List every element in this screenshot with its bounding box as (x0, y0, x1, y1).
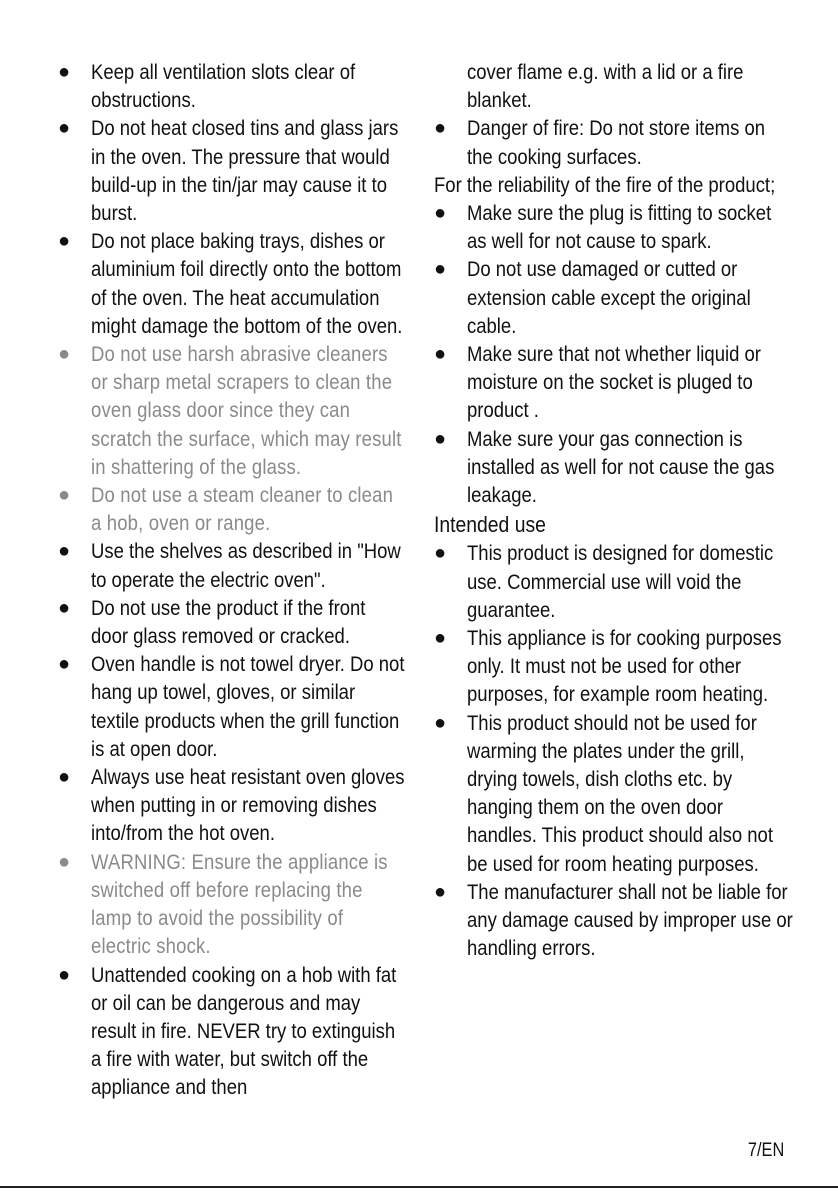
bullet-icon: ● (434, 343, 447, 366)
bullet-item (58, 650, 406, 763)
bullet-item-faded (58, 340, 406, 481)
bullet-item (58, 58, 406, 114)
bullet-icon: ● (434, 427, 447, 450)
bullet-item (434, 878, 794, 963)
bullet-icon: ● (58, 766, 71, 789)
bullet-icon: ● (58, 343, 71, 366)
bullet-item (434, 709, 794, 878)
bullet-text: Always use heat resistant oven gloves when putting in or removing dishes into/from the hot oven. (91, 765, 405, 846)
bullet-icon: ● (58, 230, 71, 253)
bullet-icon: ● (434, 202, 447, 225)
bullet-text: Do not use a steam cleaner to clean a hob, oven or range. (91, 483, 394, 536)
bullet-text: Make sure your gas connection is installed as well for not cause the gas leakage. (467, 426, 775, 508)
bullet-text: Use the shelves as described in "How to operate the electric oven". (91, 539, 401, 592)
bullet-text: Do not use damaged or cutted or extension cable except the original cable. (467, 257, 751, 338)
bullet-icon: ● (434, 627, 447, 650)
bullet-icon: ● (58, 61, 71, 83)
left-column (58, 58, 406, 1102)
bullet-icon: ● (58, 850, 71, 873)
bullet-icon: ● (58, 596, 71, 619)
bullet-text: Do not use harsh abrasive cleaners or sharp metal scrapers to clean the oven glass door since they can scratch the surface, which may result in shattering of the glass. (91, 342, 402, 479)
bullet-text: Danger of fire: Do not store items on the cooking surfaces. (467, 116, 766, 169)
bullet-text: Unattended cooking on a hob with fat or oil can be dangerous and may result in fire. NEVER try to extinguish a fire with water, but switch off the appliance and then (91, 962, 397, 1100)
right-column (434, 58, 794, 963)
continuation-text (434, 58, 794, 114)
bullet-text: Do not use the product if the front door glass removed or cracked. (91, 595, 366, 649)
continuation-text-body: cover flame e.g. with a lid or a fire blanket. (467, 60, 744, 113)
bullet-item (434, 114, 794, 170)
bullet-icon: ● (58, 653, 71, 676)
bullet-item (58, 114, 406, 227)
bullet-text: Make sure that not whether liquid or moisture on the socket is pluged to product . (467, 342, 761, 423)
bullet-text: The manufacturer shall not be liable for any damage caused by improper use or handling errors. (467, 879, 793, 961)
bullet-text: This product should not be used for warming the plates under the grill, drying towels, dish cloths etc. by hanging them on the oven door handles. This product should also not be used for room heating purposes. (467, 710, 773, 876)
bullet-text: Oven handle is not towel dryer. Do not hang up towel, gloves, or similar textile products when the grill function is at open door. (91, 652, 405, 761)
bullet-text: Do not place baking trays, dishes or aluminium foil directly onto the bottom of the oven. The heat accumulation might damage the bottom of the oven. (91, 229, 403, 338)
bullet-item (434, 539, 794, 624)
bullet-item (58, 763, 406, 848)
bullet-icon: ● (434, 711, 447, 734)
bullet-icon: ● (434, 880, 447, 903)
footer-rule (0, 1186, 838, 1188)
bullet-item (58, 961, 406, 1102)
bullet-text: Keep all ventilation slots clear of obstructions. (91, 60, 356, 113)
bullet-item (434, 199, 794, 255)
page-number: 7/EN (747, 1140, 784, 1161)
bullet-icon: ● (58, 963, 71, 986)
bullet-text: Do not heat closed tins and glass jars in the oven. The pressure that would build-up in the tin/jar may cause it to burst. (91, 116, 399, 226)
bullet-item-faded (58, 848, 406, 961)
bullet-text: This appliance is for cooking purposes only. It must not be used for other purposes, for example room heating. (467, 626, 782, 707)
bullet-text: Make sure the plug is fitting to socket as well for not cause to spark. (467, 201, 772, 254)
bullet-icon: ● (434, 258, 447, 281)
section-heading-intended-use: Intended use (434, 512, 546, 538)
bullet-item (58, 227, 406, 340)
bullet-item (434, 624, 794, 709)
bullet-icon: ● (434, 117, 447, 140)
reliability-intro: For the reliability of the fire of the product; (434, 172, 776, 197)
bullet-text: WARNING: Ensure the appliance is switched off before replacing the lamp to avoid the possibility of electric shock. (91, 849, 388, 959)
bullet-text: This product is designed for domestic use. Commercial use will void the guarantee. (467, 541, 774, 622)
bullet-item (434, 255, 794, 340)
bullet-item (434, 340, 794, 425)
bullet-icon: ● (58, 484, 71, 507)
bullet-item (58, 594, 406, 650)
bullet-icon: ● (58, 540, 71, 563)
bullet-icon: ● (58, 117, 71, 140)
bullet-item (58, 537, 406, 593)
bullet-item (434, 425, 794, 510)
bullet-icon: ● (434, 542, 447, 565)
bullet-item-faded (58, 481, 406, 537)
